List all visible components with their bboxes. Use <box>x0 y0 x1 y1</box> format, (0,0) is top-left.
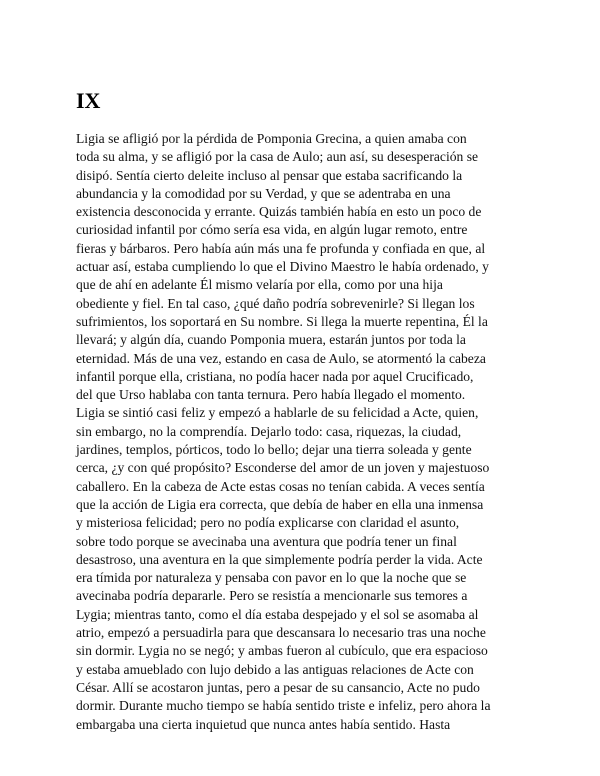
text-line: del que Urso hablaba con tanta ternura. Pero había llegado el momento. <box>76 387 466 403</box>
text-line: sobre todo porque se avecinaba una aventura que podría tener un final <box>76 533 457 549</box>
text-line: embargaba una cierta inquietud que nunca antes había sentido. Hasta <box>76 716 451 732</box>
text-line: que de ahí en adelante Él mismo velaría por ella, como por una hija <box>76 277 443 293</box>
chapter-heading: IX <box>76 88 101 113</box>
text-line: sufrimientos, los soportará en Su nombre. Si llega la muerte repentina, Él la <box>76 313 488 329</box>
text-line: caballero. En la cabeza de Acte estas cosas no tenían cabida. A veces sentía <box>76 478 485 494</box>
text-line: actuar así, estaba cumpliendo lo que el Divino Maestro le había ordenado, y <box>76 259 489 275</box>
chapter-body-text <box>76 130 536 734</box>
text-line: Ligia se sintió casi feliz y empezó a hablarle de su felicidad a Acte, quien, <box>76 405 479 421</box>
text-line: existencia desconocida y errante. Quizás también había en esto un poco de <box>76 204 482 220</box>
text-line: cerca, ¿y con qué propósito? Esconderse del amor de un joven y majestuoso <box>76 460 490 476</box>
text-line: disipó. Sentía cierto deleite incluso al pensar que estaba sacrificando la <box>76 167 463 183</box>
text-line: César. Allí se acostaron juntas, pero a pesar de su cansancio, Acte no pudo <box>76 679 480 695</box>
text-line: sin dormir. Lygia no se negó; y ambas fueron al cubículo, que era espacioso <box>76 643 488 659</box>
text-line: dormir. Durante mucho tiempo se había sentido triste e infeliz, pero ahora la <box>76 698 491 714</box>
text-line: y misteriosa felicidad; pero no podía explicarse con claridad el asunto, <box>76 515 460 531</box>
text-line: que la acción de Ligia era correcta, que debía de haber en ella una inmensa <box>76 496 484 512</box>
text-line: eternidad. Más de una vez, estando en casa de Aulo, se atormentó la cabeza <box>76 350 486 366</box>
text-line: jardines, templos, pórticos, todo lo bello; dejar una tierra soleada y gente <box>76 442 472 458</box>
text-line: sin embargo, no la comprendía. Dejarlo todo: casa, riquezas, la ciudad, <box>76 423 462 439</box>
text-line: Ligia se afligió por la pérdida de Pomponia Grecina, a quien amaba con <box>76 131 467 146</box>
text-line: y estaba amueblado con lujo debido a las antiguas relaciones de Acte con <box>76 661 474 677</box>
text-line: curiosidad infantil por cómo sería esa vida, en algún lugar remoto, entre <box>76 222 468 238</box>
text-line: abundancia y la comodidad por su Verdad, y que se adentraba en una <box>76 185 451 201</box>
text-line: infantil porque ella, cristiana, no podía hacer nada por aquel Crucificado, <box>76 368 474 384</box>
text-line: Lygia; mientras tanto, como el día estaba despejado y el sol se asomaba al <box>76 606 479 622</box>
text-line: llevará; y algún día, cuando Pomponia muera, estarán juntos por toda la <box>76 332 466 348</box>
text-line: toda su alma, y se afligió por la casa de Aulo; aun así, su desesperación se <box>76 149 479 165</box>
text-line: obediente y fiel. En tal caso, ¿qué daño podría sobrevenirle? Si llegan los <box>76 295 475 311</box>
text-line: fieras y bárbaros. Pero había aún más una fe profunda y confiada en que, al <box>76 240 486 256</box>
text-line: atrio, empezó a persuadirla para que descansara lo necesario tras una noche <box>76 625 486 641</box>
text-line: desastroso, una aventura en la que simplemente podría perder la vida. Acte <box>76 551 483 567</box>
text-line: era tímida por naturaleza y pensaba con pavor en lo que la noche que se <box>76 570 467 586</box>
text-line: avecinaba podría depararle. Pero se resistía a mencionarle sus temores a <box>76 588 468 604</box>
